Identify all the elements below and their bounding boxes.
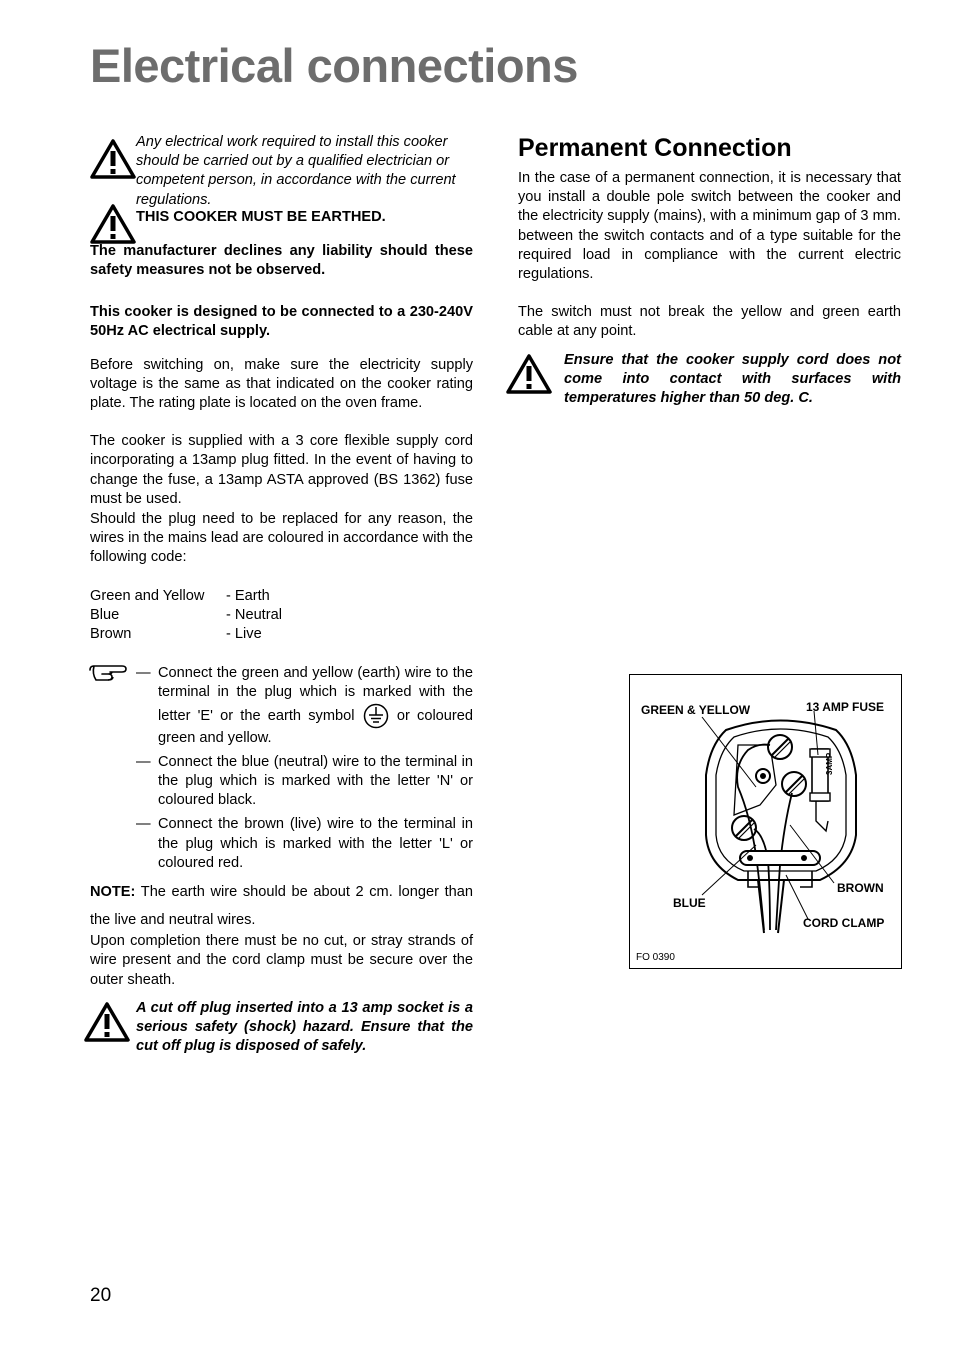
warning-triangle-icon (90, 139, 136, 179)
bullet-live-text: Connect the brown (live) wire to the terminal in the plug which is marked with the letter 'L' or coloured red. (158, 816, 473, 871)
plug-diagram-drawing (630, 675, 903, 970)
bullet-earth-text: Connect the green and yellow (earth) wire to the terminal in the plug which is marked with the letter 'E' or the earth symbol (158, 665, 473, 724)
pointing-hand-icon (88, 662, 128, 684)
bullet-earth-text-end: or coloured green and yellow. (158, 707, 474, 746)
left-column (90, 133, 473, 1056)
switch-paragraph: The switch must not break the yellow and green earth cable at any point. (518, 304, 901, 340)
warning-block-qualified-electrician (90, 133, 473, 210)
earth-symbol-icon (363, 703, 389, 729)
note-paragraph (90, 878, 473, 934)
bullet-earth-wire (136, 664, 473, 748)
wire-code-row (90, 625, 473, 644)
wire-role: - Neutral (226, 606, 282, 623)
plug-wiring-diagram (629, 674, 902, 969)
note-label: NOTE: (90, 884, 136, 901)
bullet-dash: — (136, 753, 151, 770)
wire-name: Brown (90, 626, 132, 643)
warning-triangle-icon (84, 1002, 130, 1042)
voltage-paragraph: Before switching on, make sure the electricity supply voltage is the same as that indicated on the cooker rating plate. The rating plate is located on the oven frame. (90, 356, 473, 412)
warning-triangle-icon (90, 204, 136, 244)
wire-name: Green and Yellow (90, 587, 205, 604)
supply-text: This cooker is designed to be connected to a 230-240V 50Hz AC electrical supply. (90, 304, 473, 340)
wire-code-row (90, 587, 473, 606)
label-13-amp-fuse: 13 AMP FUSE (806, 700, 885, 714)
wire-role: - Earth (226, 587, 270, 604)
bullet-dash: — (136, 665, 151, 682)
connection-instructions (90, 664, 473, 873)
figure-code: FO 0390 (636, 952, 675, 963)
right-column (518, 133, 901, 408)
wire-colour-code-list (90, 587, 473, 645)
warning-cut-off-plug-text: A cut off plug inserted into a 13 amp socket is a serious safety (shock) hazard. Ensure that the cut off plug is disposed of safely. (136, 999, 473, 1055)
warning-earthed-text: THIS COOKER MUST BE EARTHED. (136, 208, 386, 225)
wire-code-row (90, 606, 473, 625)
label-cord-clamp: CORD CLAMP (803, 916, 885, 930)
permanent-connection-paragraph: In the case of a permanent connection, it is necessary that you install a double pole switch between the cooker and the electricity supply (mains), with a minimum gap of 3 mm. between the switch contacts and of a type suitable for the required load in compliance with the current electric regulations. (518, 170, 901, 283)
warning-block-earthed (90, 208, 473, 244)
warning-triangle-icon (506, 354, 552, 394)
permanent-connection-heading: Permanent Connection (518, 134, 792, 162)
plug-replace-paragraph: Should the plug need to be replaced for any reason, the wires in the mains lead are coloured in accordance with the following code: (90, 511, 473, 566)
warning-block-cut-off-plug (90, 999, 473, 1057)
page-number: 20 (90, 1285, 112, 1306)
liability-text: The manufacturer declines any liability should these safety measures not be observed. (90, 242, 473, 279)
label-brown: BROWN (837, 881, 884, 895)
bullet-dash: — (136, 816, 151, 833)
bullet-live-wire (136, 815, 473, 873)
note-text: The earth wire should be about 2 cm. longer than the live and neutral wires. (90, 884, 473, 929)
fuse-rating-text: 3AMP (825, 752, 834, 775)
bullet-neutral-wire (136, 753, 473, 811)
wire-name: Blue (90, 606, 120, 623)
bullet-neutral-text: Connect the blue (neutral) wire to the terminal in the plug which is marked with the letter 'N' or coloured black. (158, 753, 473, 809)
wire-role: - Live (226, 626, 262, 643)
label-green-yellow: GREEN & YELLOW (641, 703, 751, 717)
supply-cord-paragraph: The cooker is supplied with a 3 core flexible supply cord incorporating a 13amp plug fitted. In the event of having to change the fuse, a 13amp ASTA approved (BS 1362) fuse must be used. (90, 433, 473, 507)
completion-paragraph: Upon completion there must be no cut, or stray strands of wire present and the cord clamp must be secure over the outer sheath. (90, 933, 473, 988)
label-blue: BLUE (673, 896, 706, 910)
warning-block-supply-cord (518, 351, 901, 409)
warning-qualified-electrician-text: Any electrical work required to install this cooker should be carried out by a qualified electrician or competent person, in accordance with the current regulations. (136, 134, 456, 208)
warning-supply-cord-text: Ensure that the cooker supply cord does not come into contact with surfaces with temperatures higher than 50 deg. C. (564, 351, 901, 407)
page-title: Electrical connections (90, 39, 578, 92)
